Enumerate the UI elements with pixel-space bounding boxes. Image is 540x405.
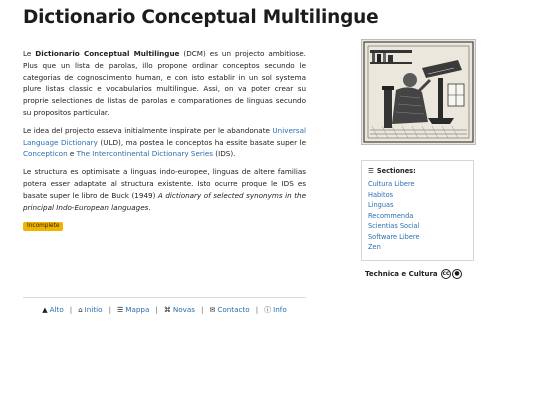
home-icon: ⌂ (78, 306, 83, 314)
list-item (368, 232, 467, 243)
footer-link-initio[interactable] (78, 305, 102, 314)
concepticon-link[interactable]: Concepticon (23, 149, 68, 159)
sitemap-icon: ☰ (116, 306, 124, 314)
footer-separator: | (155, 305, 158, 314)
sections-heading (368, 167, 467, 175)
scholar-at-desk-engraving (362, 40, 475, 144)
intro-text-2c: e (67, 149, 77, 159)
intro-text-2d: (IDS). (213, 149, 236, 159)
list-item (368, 221, 467, 232)
section-link-software-libere[interactable]: Software Libere (368, 232, 420, 241)
footer-label-info: Info (273, 305, 287, 314)
footer-link-contacto[interactable] (209, 305, 249, 314)
by-icon: ● (452, 269, 462, 279)
sections-list (368, 179, 467, 253)
section-link-recommenda[interactable]: Recommenda (368, 211, 414, 220)
list-item (368, 190, 467, 201)
menu-icon: ☰ (368, 167, 374, 175)
footer-label-initio: Initio (84, 305, 103, 314)
chevron-up-icon: ▲ (42, 306, 48, 314)
section-link-linguas[interactable]: Linguas (368, 201, 394, 209)
scholar-illustration (361, 39, 476, 145)
status-badge: Incomplete (23, 222, 63, 231)
footer-label-mappa: Mappa (125, 305, 150, 314)
tech-culture-label: Technica e Cultura (365, 270, 438, 278)
list-item (368, 211, 467, 222)
license-link[interactable] (441, 269, 462, 279)
footer-separator: | (69, 305, 73, 314)
footer-separator: | (255, 305, 259, 314)
footer-link-mappa[interactable] (117, 305, 149, 314)
intro-text-2a: Le idea del projecto esseva initialmente inspirate per le abandonate (23, 125, 273, 135)
intro-text-3b: . (148, 202, 151, 212)
intro-text-3a: Le structura es optimisate a linguas indo-europee, linguas de altere familias potera esser adaptate al structura existente. Isto ocurre proque le IDS es basate super le libro de Buck (1949) (23, 167, 306, 200)
footer-divider (23, 297, 306, 298)
envelope-icon: ✉ (209, 306, 216, 314)
project-name: Dictionario Conceptual Multilingue (35, 49, 180, 58)
list-item (368, 242, 467, 253)
intro-text-1: (DCM) es un projecto ambitiose. Plus que un lista de parolas, illo propone ordinar conceptos secundo le categorias de cognoscimento human, e con isto establir in un sol systema plure listas classic e vocabularios multilingue. Assi, on va poter crear su proprie selectiones de listas de parolas e comparationes de linguas secundo su propositos particular. (23, 49, 306, 117)
intro-paragraph-3 (23, 166, 306, 213)
sections-box (361, 160, 474, 261)
sections-title: Sectiones: (376, 167, 416, 175)
section-link-cultura-libere[interactable]: Cultura Libere (368, 180, 415, 188)
footer-link-info[interactable] (264, 305, 287, 314)
footer-separator: | (201, 305, 204, 314)
page-title: Dictionario Conceptual Multilingue (23, 7, 379, 28)
footer-link-novas[interactable] (164, 305, 195, 314)
uld-link[interactable]: Universal Language Dictionary (23, 125, 306, 147)
intro-text-2b: (ULD), ma postea le conceptos ha essite basate super le (97, 137, 306, 147)
ids-link[interactable]: The Intercontinental Dictionary Series (76, 149, 214, 159)
intro-paragraph-1: Le Dictionario Conceptual Multilingue (DCM) es un projecto ambitiose. Plus que un lista de parolas, illo propone ordinar conceptos secundo le categorias de cognoscimento human, e con isto establir in un sol systema plure listas classic e vocabularios multilingue. Assi, on va poter crear su proprie selectiones de listas de parolas e comparationes de linguas secundo su propositos particular. (23, 49, 306, 117)
footer-separator: | (108, 305, 111, 314)
info-icon: ⓘ (264, 306, 272, 314)
section-link-habitos[interactable]: Habitos (368, 190, 394, 199)
footer-link-alto[interactable] (42, 305, 64, 314)
list-item (368, 200, 467, 211)
footer-label-contacto: Contacto (217, 305, 250, 314)
main-content (23, 48, 306, 231)
footer-nav (23, 305, 306, 315)
footer-label-alto: Alto (49, 305, 64, 314)
section-link-scientias-social[interactable]: Scientias Social (368, 222, 420, 230)
rss-icon: ⌘ (163, 306, 171, 314)
book-title: A dictionary of selected synonyms in the principal Indo-European languages (23, 190, 306, 212)
footer-label-novas: Novas (172, 305, 196, 314)
intro-paragraph-2 (23, 125, 306, 160)
list-item (368, 179, 467, 190)
section-link-zen[interactable]: Zen (368, 243, 381, 251)
cc-icon: cc (442, 270, 450, 277)
